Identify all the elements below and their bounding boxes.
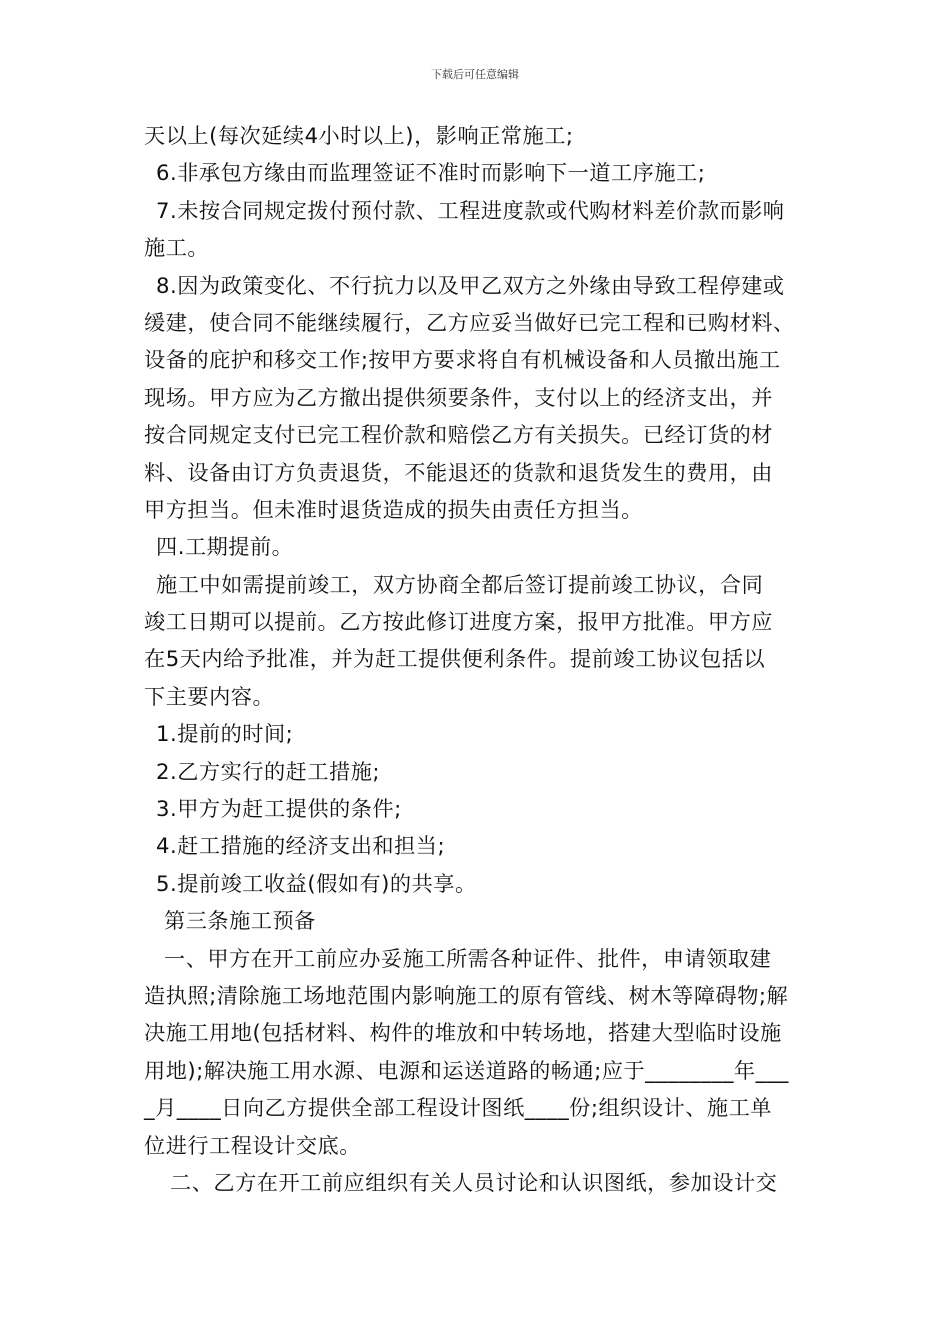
paragraph-line: 在5天内给予批准，并为赶工提供便利条件。提前竣工协议包括以: [144, 646, 766, 672]
paragraph-line: 7.未按合同规定拨付预付款、工程进度款或代购材料差价款而影响: [156, 197, 785, 223]
paragraph-line: 位进行工程设计交底。: [144, 1132, 361, 1158]
paragraph-line: 用地);解决施工用水源、电源和运送道路的畅通;应于________年___: [144, 1057, 789, 1083]
section-heading: 第三条施工预备: [164, 908, 316, 934]
section-heading: 四.工期提前。: [156, 534, 294, 560]
body-text: [144, 117, 814, 1201]
list-item: 2.乙方实行的赶工措施;: [156, 758, 381, 784]
paragraph-line: 施工。: [144, 235, 210, 261]
list-item: 4.赶工措施的经济支出和担当;: [156, 833, 446, 859]
paragraph-line: 8.因为政策变化、不行抗力以及甲乙双方之外缘由导致工程停建或: [156, 272, 785, 298]
page-header: 下载后可任意编辑: [431, 68, 519, 81]
paragraph-line: 施工中如需提前竣工，双方协商全都后签订提前竣工协议，合同: [156, 571, 764, 597]
paragraph-line: 一、甲方在开工前应办妥施工所需各种证件、批件，申请领取建: [164, 945, 772, 971]
paragraph-line: 竣工日期可以提前。乙方按此修订进度方案，报甲方批准。甲方应: [144, 609, 773, 635]
list-item: 3.甲方为赶工提供的条件;: [156, 796, 402, 822]
paragraph-line: 现场。甲方应为乙方撤出提供须要条件，支付以上的经济支出，并: [144, 384, 773, 410]
paragraph-line: 造执照;清除施工场地范围内影响施工的原有管线、树木等障碍物;解: [144, 982, 789, 1008]
list-item: 5.提前竣工收益(假如有)的共享。: [156, 870, 477, 896]
paragraph-line: 料、设备由订方负责退货，不能退还的货款和退货发生的费用，由: [144, 459, 773, 485]
paragraph-line: 天以上(每次延续4小时以上)，影响正常施工;: [144, 123, 574, 148]
paragraph-line: 缓建，使合同不能继续履行，乙方应妥当做好已完工程和已购材料、: [144, 309, 795, 335]
paragraph-line: 决施工用地(包括材料、构件的堆放和中转场地，搭建大型临时设施: [144, 1020, 782, 1046]
paragraph-line: _月____日向乙方提供全部工程设计图纸____份;组织设计、施工单: [144, 1095, 772, 1121]
paragraph-line: 按合同规定支付已完工程价款和赔偿乙方有关损失。已经订货的材: [144, 422, 773, 448]
paragraph-line: 6.非承包方缘由而监理签证不准时而影响下一道工序施工;: [156, 160, 706, 186]
paragraph-line: 设备的庇护和移交工作;按甲方要求将自有机械设备和人员撤出施工: [144, 347, 781, 373]
paragraph-line: 二、乙方在开工前应组织有关人员讨论和认识图纸，参加设计交: [170, 1169, 778, 1195]
list-item: 1.提前的时间;: [156, 721, 294, 747]
paragraph-line: 下主要内容。: [144, 683, 275, 709]
paragraph-line: 甲方担当。但未准时退货造成的损失由责任方担当。: [144, 496, 643, 522]
